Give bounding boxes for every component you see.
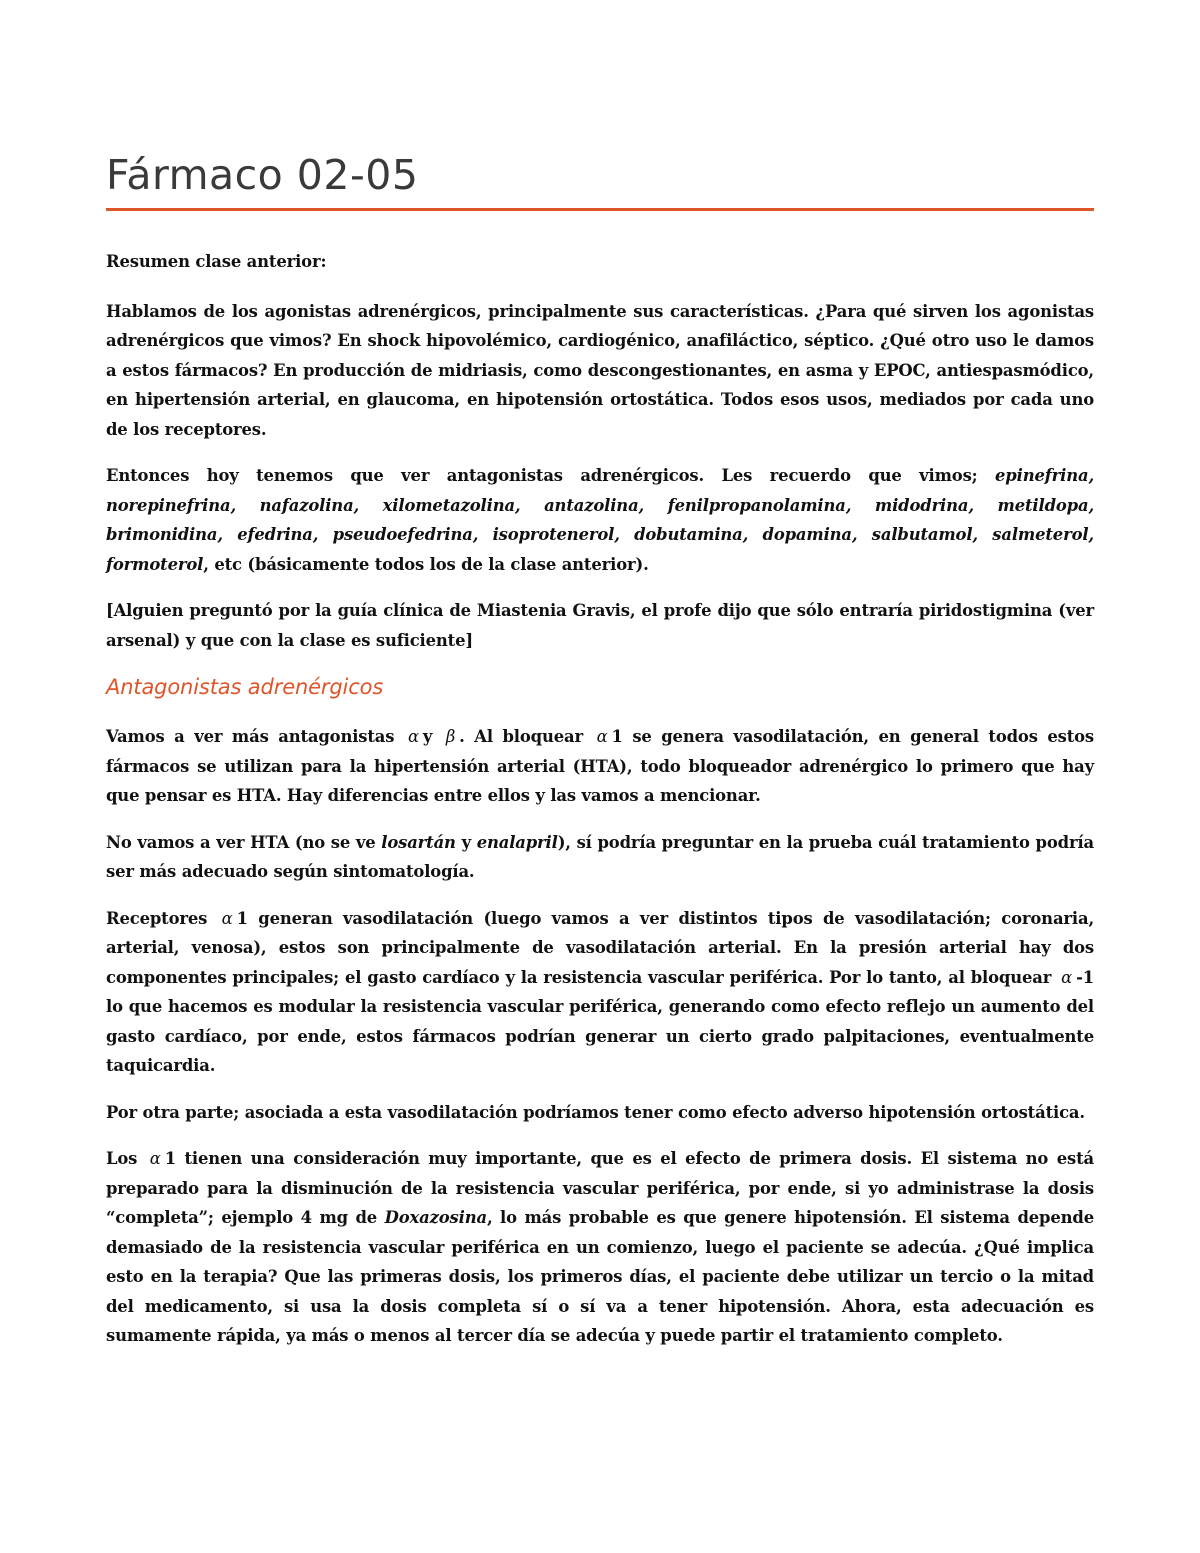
alpha-symbol: α: [1061, 967, 1073, 987]
paragraph-summary: Hablamos de los agonistas adrenérgicos, principalmente sus características. ¿Para qué sirven los agonistas adrenérgicos que vimos? En shock hipovolémico, cardiogénico, anafiláctico, séptico. ¿Qué otro uso le damos a estos fármacos? En producción de midriasis, como descongestionantes, en asma y EPOC, antiespasmódico, en hipertensión arterial, en glaucoma, en hipotensión ortostática. Todos esos usos, mediados por cada uno de los receptores.: [106, 301, 1094, 439]
p6-text-a: Receptores: [106, 908, 208, 928]
alpha-symbol: α: [221, 908, 233, 928]
p5-text-c: ), sí podría preguntar en la prueba cuál tratamiento podría ser más adecuado según sintomatología.: [106, 832, 1094, 881]
p4-text-a: Vamos a ver más antagonistas: [106, 727, 395, 746]
alpha-symbol: α: [407, 727, 419, 746]
drug-losartan: losartán: [381, 832, 456, 852]
drug-list: epinefrina, norepinefrina, nafazolina, xilometazolina, antazolina, fenilpropanolamina, midodrina, metildopa, brimonidina, efedrina, pseudoefedrina, isoprotenerol, dobutamina, dopamina, salbutamol, salmeterol, formoterol: [106, 466, 1094, 574]
drug-doxazosina: Doxazosina: [384, 1208, 487, 1227]
summary-heading: Resumen clase anterior:: [106, 252, 327, 271]
p5-text-a: No vamos a ver HTA (no se ve: [106, 832, 382, 852]
paragraph-note: [Alguien preguntó por la guía clínica de Miastenia Gravis, el profe dijo que sólo entraría piridostigmina (ver arsenal) y que con la clase es suficiente]: [106, 601, 1094, 650]
paragraph-first-dose: [106, 1144, 1094, 1351]
drug-list-outro: , etc (básicamente todos los de la clase anterior).: [203, 554, 649, 574]
p4-text-y: y: [422, 727, 433, 746]
p6-text-c: -1 lo que hacemos es modular la resistencia vascular periférica, generando como efecto reflejo un aumento del gasto cardíaco, por ende, estos fármacos podrían generar un cierto grado palpitaciones, eventualmente taquicardia.: [106, 967, 1094, 1075]
drug-enalapril: enalapril: [476, 832, 558, 852]
p8-text-c: , lo más probable es que genere hipotensión. El sistema depende demasiado de la resistencia vascular periférica en un comienzo, luego el paciente se adecúa. ¿Qué implica esto en la terapia? Que las primeras dosis, los primeros días, el paciente debe utilizar un tercio o la mitad del medicamento, si usa la dosis completa sí o sí va a tener hipotensión. Ahora, esta adecuación es sumamente rápida, ya más o menos al tercer día se adecúa y puede partir el tratamiento completo.: [106, 1208, 1094, 1345]
title-divider: [106, 208, 1094, 211]
p6-text-b: 1 generan vasodilatación (luego vamos a ver distintos tipos de vasodilatación; coronaria, arterial, venosa), estos son principalmente de vasodilatación arterial. En la presión arterial hay dos componentes principales; el gasto cardíaco y la resistencia vascular periférica. Por lo tanto, al bloquear: [106, 908, 1095, 987]
paragraph-orthostatic: Por otra parte; asociada a esta vasodilatación podríamos tener como efecto adverso hipotensión ortostática.: [106, 1102, 1085, 1122]
paragraph-receptors: [106, 904, 1094, 1081]
section-heading-antagonistas: Antagonistas adrenérgicos: [106, 675, 384, 699]
paragraph-drug-list: [106, 461, 1094, 579]
paragraph-hta: [106, 828, 1094, 887]
page-title: Fármaco 02-05: [106, 151, 419, 199]
drug-list-intro: Entonces hoy tenemos que ver antagonistas adrenérgicos. Les recuerdo que vimos;: [106, 466, 996, 485]
p5-text-b: y: [455, 832, 477, 852]
alpha-symbol: α: [149, 1149, 161, 1168]
document-page: [106, 150, 1094, 1368]
p8-text-b: 1 tienen una consideración muy importante, que es el efecto de primera dosis. El sistema no está preparado para la disminución de la resistencia vascular periférica, por ende, si yo administrase la dosis “completa”; ejemplo 4 mg de: [106, 1149, 1094, 1227]
p4-text-b: . Al bloquear: [459, 727, 583, 746]
paragraph-antagonists-intro: [106, 722, 1094, 811]
p4-text-c: 1 se genera vasodilatación, en general todos estos fármacos se utilizan para la hipertensión arterial (HTA), todo bloqueador adrenérgico lo primero que hay que pensar es HTA. Hay diferencias entre ellos y las vamos a mencionar.: [106, 727, 1094, 805]
beta-symbol: β: [445, 727, 456, 746]
alpha-symbol: α: [596, 727, 608, 746]
p8-text-a: Los: [106, 1149, 138, 1168]
